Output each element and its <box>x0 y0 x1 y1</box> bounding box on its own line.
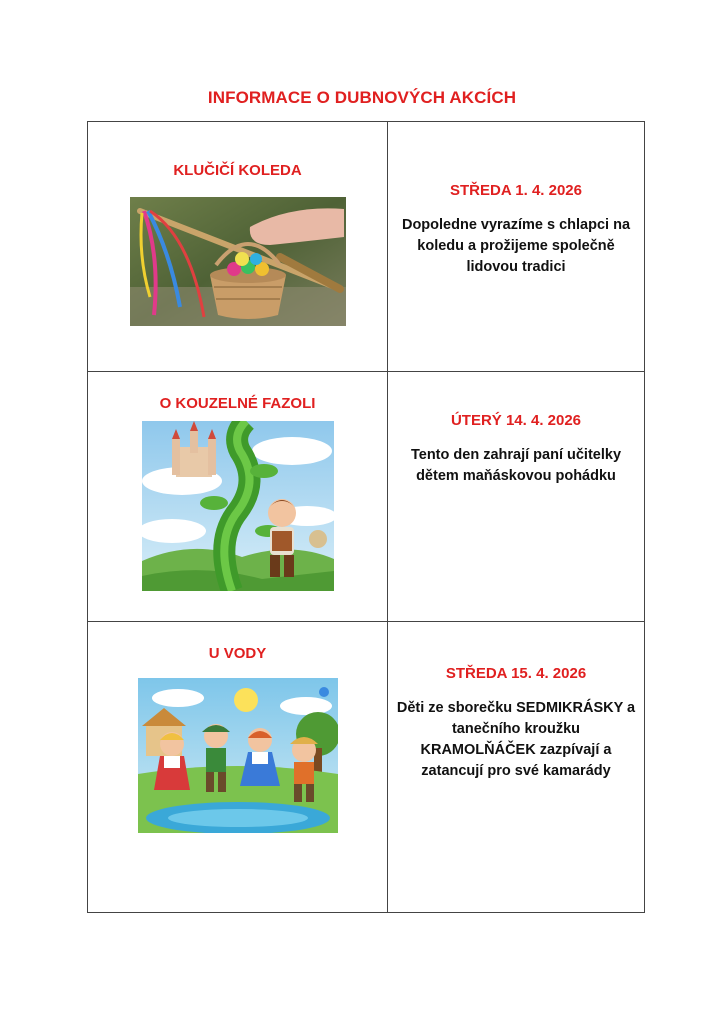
event-details-cell <box>388 122 645 372</box>
event-date: ÚTERÝ 14. 4. 2026 <box>450 412 582 429</box>
event-description: Dopoledne vyrazíme s chlapci na koledu a prožijeme společně lidovou tradici <box>401 217 631 275</box>
event-row <box>88 122 645 372</box>
event-description: Tento den zahrají paní učitelky dětem maňáskovou pohádku <box>410 447 622 484</box>
event-date: STŘEDA 1. 4. 2026 <box>449 182 582 199</box>
event-info-cell <box>88 122 388 372</box>
page-title: INFORMACE O DUBNOVÝCH AKCÍCH <box>207 88 517 107</box>
magic-beanstalk-image <box>142 421 334 591</box>
event-date: STŘEDA 15. 4. 2026 <box>445 665 587 682</box>
event-description: Děti ze sborečku SEDMIKRÁSKY a tanečního kroužku KRAMOLŇÁČEK zazpívají a zatancují pro své kamarády <box>396 700 636 779</box>
event-name: O KOUZELNÉ FAZOLI <box>159 395 316 412</box>
event-row <box>88 372 645 622</box>
event-info-cell <box>88 622 388 913</box>
events-table <box>87 121 645 913</box>
event-name: U VODY <box>208 645 267 662</box>
event-name: KLUČIČÍ KOLEDA <box>173 162 302 179</box>
event-info-cell <box>88 372 388 622</box>
event-details-cell <box>388 372 645 622</box>
event-row <box>88 622 645 913</box>
children-dancing-image <box>138 678 338 833</box>
easter-whip-basket-image <box>130 197 346 326</box>
event-details-cell <box>388 622 645 913</box>
